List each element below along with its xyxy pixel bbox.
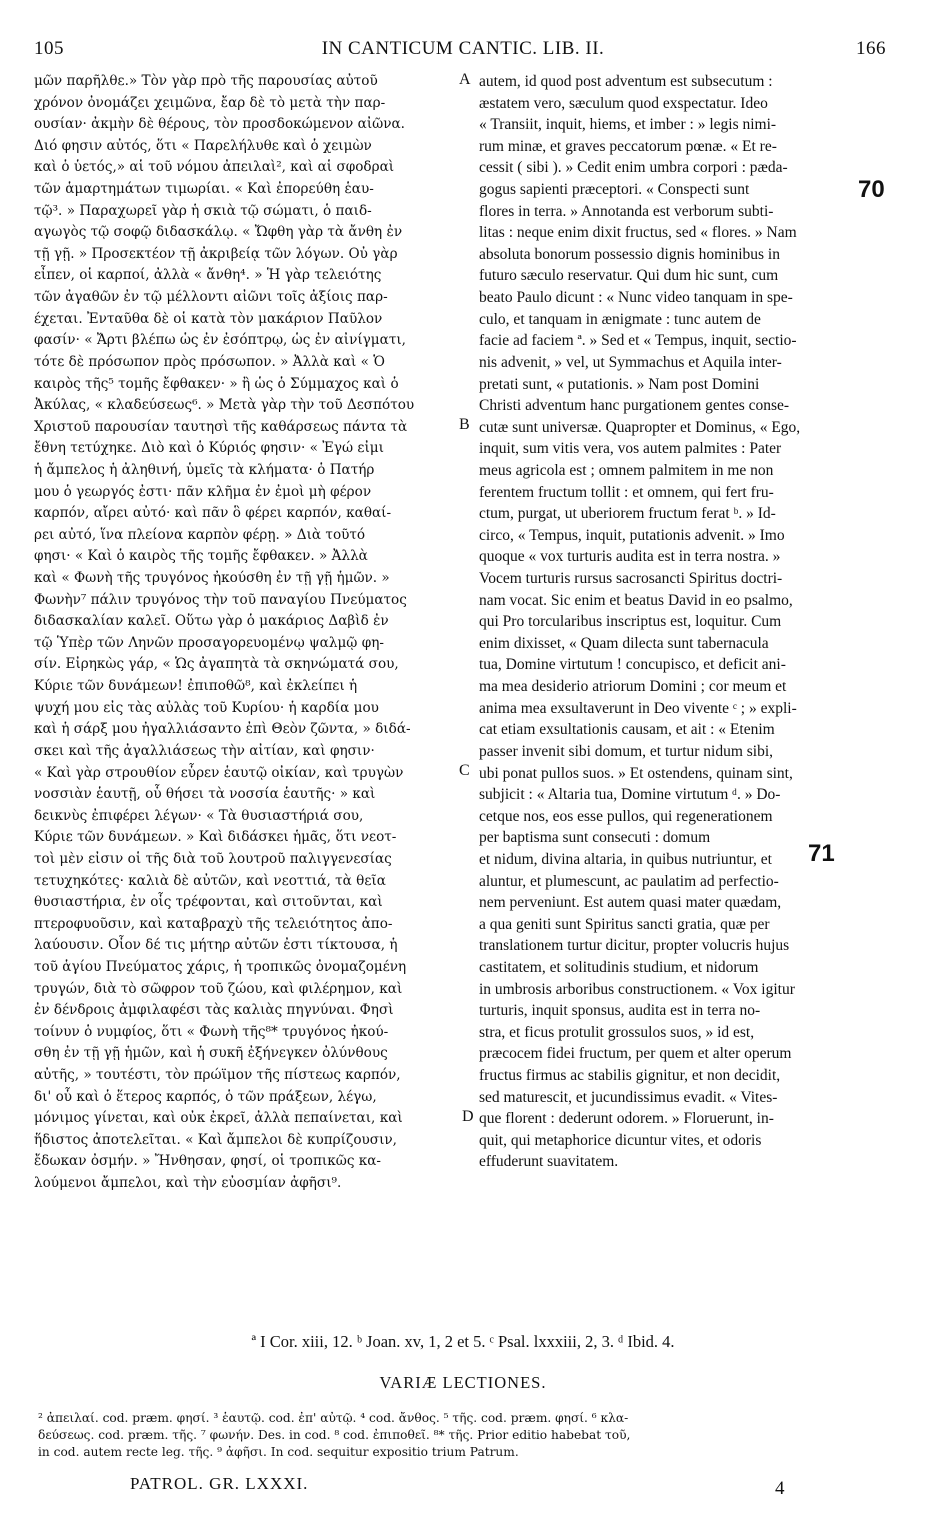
greek-text-column (34, 71, 458, 1195)
latin-line: inquit, sum vitis vera, vos autem palmites : Pater (479, 440, 782, 458)
greek-line: τῷ³. » Παραχωρεῖ γὰρ ἡ σκιὰ τῷ σώματι, ὁ παιδ- (34, 202, 372, 219)
running-header (0, 38, 926, 62)
latin-line: quoque « vox turturis audita est in terra nostra. » (479, 548, 781, 566)
latin-line: « Transiit, inquit, hiems, et imber : » legis nimi- (479, 116, 777, 134)
greek-line: αγωγὸς τῷ σοφῷ διδασκάλῳ. « Ὤφθη γὰρ τὰ ἄνθη ἐν (34, 224, 403, 241)
margin-letter-a: A (459, 71, 471, 88)
latin-line: subjicit : « Altaria tua, Domine virtutum ᵈ. » Do- (479, 786, 781, 804)
latin-line: meus agricola est ; omnem palmitem in me non (479, 461, 774, 479)
latin-line: ferentem fructum tollit : et omnem, qui fert fru- (479, 483, 774, 501)
latin-text-column (479, 71, 889, 1173)
latin-line: autem, id quod post adventum est subsecutum : (479, 73, 773, 90)
greek-line: έχεται. Ἐνταῦθα δὲ οἱ κατὰ τὸν μακάριον Παῦλον (34, 310, 383, 327)
latin-line: rum minæ, et graves peccatorum pœnæ. « Et re- (479, 137, 777, 155)
running-title: IN CANTICUM CANTIC. LIB. II. (321, 38, 605, 59)
latin-line: præcocem fidei fructum, per quem et alter operum (479, 1045, 792, 1063)
margin-letter-d: D (462, 1108, 474, 1125)
latin-line: quit, qui metaphorice dicuntur vites, et odoris (479, 1131, 762, 1149)
greek-line: λαύουσιν. Οἷον δέ τις μήτηρ αὐτῶν ἐστι τίκτουσα, ἡ (34, 937, 398, 954)
latin-line: et nidum, divina altaria, in quibus nutriuntur, et (479, 850, 772, 868)
latin-line: per baptisma sunt consecuti : domum (479, 829, 711, 847)
greek-line: τῶν ἁμαρτημάτων τιμωρίαι. « Καὶ ἐπορεύθη ἑαυ- (34, 181, 374, 198)
latin-line: cessit ( sibi ). » Cedit enim umbra corpori : pæda- (479, 159, 788, 177)
latin-line: turturis, inquit sponsus, audita est in terra no- (479, 1002, 761, 1020)
greek-line: καρπόν, αἴρει αὐτό· καὶ πᾶν ὃ φέρει καρπόν, καθαί- (34, 505, 392, 522)
greek-line: διδασκαλίαν καλεῖ. Οὕτω γὰρ ὁ μακάριος Δαβὶδ ἐν (34, 613, 389, 630)
greek-line: ρει αὐτό, ἵνα πλείονα καρπὸν φέρῃ. » Διὰ τοῦτό (34, 526, 366, 543)
latin-line: gogus sapienti præceptori. « Conspecti sunt (479, 181, 750, 199)
greek-line: τοὶ μὲν εἰσιν οἱ τῆς διὰ τοῦ λουτροῦ παλιγγενεσίας (34, 850, 392, 867)
latin-line: in umbrosis arboribus constructionem. « Vox igitur (479, 980, 795, 998)
greek-line: καὶ ἡ σάρξ μου ἠγαλλιάσαντο ἐπὶ Θεὸν ζῶντα, » διδά- (34, 721, 411, 738)
latin-line: ma mea desiderio atriorum Domini ; cor meum et (479, 678, 787, 696)
latin-line: sed maturescit, et jucundissimus evadit. « Vites- (479, 1088, 778, 1106)
latin-line: cutæ sunt universæ. Quapropter et Dominus, « Ego, (479, 418, 801, 436)
greek-line: τῇ γῇ. » Προσεκτέον τῇ ἀκριβείᾳ τῶν λόγων. Οὐ γὰρ (34, 245, 398, 262)
greek-line: ἥδιστος ἀποτελεῖται. « Καὶ ἄμπελοι δὲ κυπρίζουσιν, (34, 1131, 397, 1148)
greek-line: σκει καὶ τῆς ἀγαλλιάσεως τὴν αἰτίαν, καὶ φησιν· (34, 742, 375, 759)
greek-line: τῷ Ὑπὲρ τῶν Ληνῶν προσαγορευομένῳ ψαλμῷ φη- (34, 634, 384, 651)
variant-line: δεύσεως. cod. præm. τῆς. ⁷ φωνήν. Des. in cod. ⁸ cod. ἐπιποθεῖ. ⁸* τῆς. Prior editio habebat τοῦ, (38, 1428, 631, 1442)
margin-letter-c: C (459, 762, 470, 779)
greek-line: Ἀκύλας, « κλαδεύσεως⁶. » Μετὰ γὰρ τὴν τοῦ Δεσπότου (34, 397, 415, 414)
greek-line: τοίνυν ὁ νυμφίος, ὅτι « Φωνὴ τῆς⁸* τρυγόνος ἠκού- (34, 1023, 389, 1040)
greek-line: θυσιαστήρια, ἐν οἷς τρέφονται, καὶ σιτοῦνται, καὶ (34, 894, 383, 911)
latin-line: cetque nos, eos esse pullos, qui regenerationem (479, 807, 773, 825)
latin-line: nis advenit, » vel, ut Symmachus et Aquila inter- (479, 353, 782, 371)
greek-line: τοῦ ἁγίου Πνεύματος χάρις, ἡ τροπικῶς ὀνομαζομένη (34, 958, 407, 975)
column-number-70: 70 (858, 176, 885, 203)
latin-line: futuro sæculo reservatur. Qui dum hic sunt, cum (479, 267, 779, 285)
greek-line: εἶπεν, οἱ καρποί, ἀλλὰ « ἄνθη⁴. » Ἡ γὰρ τελειότης (34, 267, 382, 284)
greek-line: μῶν παρῆλθε.» Τὸν γὰρ πρὸ τῆς παρουσίας αὐτοῦ (34, 73, 378, 89)
latin-line: cat etiam exsultationis causam, et ait : « Etenim (479, 721, 775, 739)
greek-line: φασίν· « Ἄρτι βλέπω ὡς ἐν ἐσόπτρῳ, ὡς ἐν αἰνίγματι, (34, 332, 406, 349)
gathering-signature: 4 (775, 1478, 785, 1499)
latin-line: anima mea exsultaverunt in Deo vivente ᶜ ; » expli- (479, 699, 797, 717)
greek-line: ἔθνη τετύχηκε. Διὸ καὶ ὁ Κύριός φησιν· « Ἐγώ εἰμι (34, 440, 384, 457)
latin-line: culo, et tanquam in ænigmate : tunc autem de (479, 310, 761, 328)
greek-line: « Καὶ γὰρ στρουθίον εὗρεν ἑαυτῷ οἰκίαν, καὶ τρυγὼν (34, 764, 404, 781)
greek-line: καιρὸς τῆς⁵ τομῆς ἔφθακεν· » ἢ ὡς ὁ Σύμμαχος καὶ ὁ (34, 375, 399, 392)
latin-line: nam vocat. Sic enim et beatus David in eo psalmo, (479, 591, 793, 609)
latin-line: a qua geniti sunt Spiritus sancti gratia, quæ per (479, 915, 770, 933)
greek-line: ουσίαν· ἀκμὴν δὲ θέρους, τὸν προσδοκώμενον αἰῶνα. (34, 116, 406, 133)
latin-line: Vocem turturis rursus sacrosancti Spiritus doctri- (479, 570, 783, 588)
greek-line: μόνιμος γίνεται, καὶ οὐκ ἐκρεῖ, ἀλλὰ πεπαίνεται, καὶ (34, 1110, 403, 1127)
greek-line: πτεροφυοῦσιν, καὶ καταβραχὺ τῆς τελειότητος ἀπο- (34, 915, 393, 932)
greek-line: ἔδωκαν ὀσμήν. » Ἤνθησαν, φησί, οἱ τροπικῶς κα- (34, 1153, 382, 1170)
greek-line: νοσσιὰν ἑαυτῇ, οὗ θήσει τὰ νοσσία ἑαυτῆς· » καὶ (34, 786, 376, 803)
greek-line: καὶ ὁ ὑετός,» αἱ τοῦ νόμου ἀπειλαὶ², καὶ αἱ σφοδραὶ (34, 159, 395, 176)
greek-line: τρυγών, διὰ τὸ σῶφρον τοῦ ζώου, καὶ φιλέρημον, καὶ (34, 980, 403, 997)
latin-line: aluntur, et plumescunt, ac paulatim ad perfectio- (479, 872, 779, 890)
latin-line: effuderunt suavitatem. (479, 1153, 619, 1171)
greek-line: Χριστοῦ παρουσίαν ταυτησὶ τῆς καθάρσεως πάντα τὰ (34, 418, 408, 435)
latin-line: pretati sunt, « putationis. » Nam post Domini (479, 375, 760, 393)
margin-letter-b: B (459, 416, 470, 433)
greek-line: σθη ἐν τῇ γῇ ἡμῶν, καὶ ἡ συκῆ ἐξήνεγκεν ὀλύνθους (34, 1045, 388, 1062)
greek-line: Διό φησιν αὐτός, ὅτι « Παρελήλυθε καὶ ὁ χειμὼν (34, 137, 372, 154)
latin-line: que florent : dederunt odorem. » Floruerunt, in- (479, 1110, 774, 1128)
latin-line: enim dixisset, « Quam dilecta sunt tabernacula (479, 634, 769, 652)
footnotes: ª I Cor. xiii, 12. ᵇ Joan. xv, 1, 2 et 5. ᶜ Psal. lxxxiii, 2, 3. ᵈ Ibid. 4. (251, 1332, 675, 1351)
greek-line: τῶν ἀγαθῶν ἐν τῷ μέλλοντι αἰῶνι τοῖς ἀξίοις παρ- (34, 289, 388, 306)
latin-line: litas : neque enim dixit fructus, sed « flores. » Nam (479, 224, 797, 242)
latin-line: translationem turtur dicitur, propter volucris hujus (479, 937, 790, 955)
latin-line: æstatem vero, sæculum quod exspectatur. Ideo (479, 94, 768, 112)
page-number-left: 105 (34, 38, 64, 59)
greek-line: λούμενοι ἄμπελοι, καὶ τὴν εὐοσμίαν ἀφῆσι⁹. (34, 1175, 342, 1192)
greek-line: τότε δὲ πρόσωπον πρὸς πρόσωπον. » Ἀλλὰ καὶ « Ὁ (34, 353, 385, 370)
latin-line: tua, Domine virtutum ! concupisco, et deficit ani- (479, 656, 786, 674)
greek-line: μου ὁ γεωργός ἐστι· πᾶν κλῆμα ἐν ἐμοὶ μὴ φέρον (34, 483, 372, 500)
greek-line: τετυχηκότες· καλιὰ δὲ αὐτῶν, καὶ νεοττιά, τὰ θεῖα (34, 872, 386, 889)
greek-line: σίν. Εἰρηκὼς γάρ, « Ὡς ἀγαπητὰ τὰ σκηνώματά σου, (34, 656, 399, 673)
greek-line: φησι· « Καὶ ὁ καιρὸς τῆς τομῆς ἔφθακεν. » Ἀλλὰ (34, 548, 368, 565)
latin-line: passer invenit sibi domum, et turtur nidum sibi, (479, 742, 774, 760)
greek-line: χρόνον ὀνομάζει χειμῶνα, ἔαρ δὲ τὸ μετὰ τὴν παρ- (34, 94, 386, 111)
greek-line: ἐν δένδροις ἀμφιλαφέσι τὰς καλιὰς πηγνύναι. Φησὶ (34, 1002, 394, 1019)
latin-line: stra, et ficus protulit grossulos suos, » id est, (479, 1023, 755, 1041)
variant-line: in cod. autem recte leg. τῆς. ⁹ ἀφῆσι. In cod. sequitur expositio trium Patrum. (38, 1445, 519, 1459)
variae-lectiones-heading: VARIÆ LECTIONES. (379, 1373, 547, 1392)
greek-line: δεικνὺς ἐπιφέρει λέγων· « Τὰ θυσιαστήριά σου, (34, 807, 364, 824)
latin-line: facie ad faciem ª. » Sed et « Tempus, inquit, sectio- (479, 332, 797, 350)
latin-line: ubi ponat pullos suos. » Et ostendens, quinam sint, (479, 764, 793, 782)
greek-line: ψυχή μου εἰς τὰς αὐλὰς τοῦ Κυρίου· ἡ καρδία μου (34, 699, 379, 716)
latin-line: nem perveniunt. Est autem quasi mater quædam, (479, 894, 782, 912)
column-number-71: 71 (808, 840, 835, 867)
latin-line: circo, « Tempus, inquit, putationis advenit. » Imo (479, 526, 785, 544)
latin-line: flores in terra. » Annotanda est verborum subti- (479, 202, 774, 220)
greek-line: δι' οὗ καὶ ὁ ἕτερος καρπός, ὁ τῶν πράξεων, λέγω, (34, 1088, 377, 1105)
latin-line: absoluta bonorum possessio dignis hominibus in (479, 245, 780, 263)
greek-line: αὐτῆς, » τουτέστι, τὸν πρώϊμον τῆς πίστεως καρπόν, (34, 1067, 401, 1084)
greek-line: Κύριε τῶν δυνάμεων! ἐπιποθῶ⁸, καὶ ἐκλείπει ἡ (34, 678, 358, 695)
latin-line: qui Pro torcularibus inscriptus est, loquitur. Cum (479, 613, 782, 631)
latin-line: Christi adventum hanc purgationem gentes conse- (479, 397, 790, 415)
latin-line: castitatem, et solitudinis studium, et nidorum (479, 958, 759, 976)
latin-line: beato Paulo dicunt : « Nunc video tanquam in spe- (479, 289, 793, 307)
variant-readings (38, 1410, 893, 1461)
greek-line: Κύριε τῶν δυνάμεων. » Καὶ διδάσκει ἡμᾶς, ὅτι νεοτ- (34, 829, 397, 846)
greek-line: ἡ ἄμπελος ἡ ἀληθινή, ὑμεῖς τὰ κλήματα· ὁ Πατήρ (34, 461, 375, 478)
page-number-right: 166 (856, 38, 886, 59)
patrologia-signature-line: PATROL. GR. LXXXI. (130, 1474, 309, 1493)
greek-line: καὶ « Φωνὴ τῆς τρυγόνος ἠκούσθη ἐν τῇ γῇ ἡμῶν. » (34, 570, 390, 587)
latin-line: ctum, purgat, ut uberiorem fructum ferat ᵇ. » Id- (479, 505, 776, 523)
latin-line: fructus firmus ac stabilis gignitur, et non decidit, (479, 1067, 781, 1085)
variant-line: ² ἀπειλαί. cod. præm. φησί. ³ ἑαυτῷ. cod. ἐπ' αὐτῷ. ⁴ cod. ἄνθος. ⁵ τῆς. cod. præm. φησί. ⁶ κλα- (38, 1411, 629, 1425)
greek-line: Φωνὴν⁷ πάλιν τρυγόνος τὴν τοῦ παναγίου Πνεύματος (34, 591, 407, 608)
